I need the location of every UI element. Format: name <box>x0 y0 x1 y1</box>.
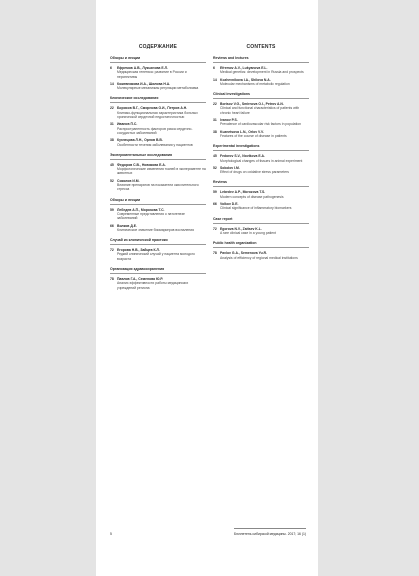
toc-entry[interactable] <box>110 208 206 221</box>
column-heading-ru: СОДЕРЖАНИЕ <box>138 44 178 50</box>
page-number: 5 <box>110 532 112 536</box>
section-title: Клинические исследования <box>110 96 206 103</box>
entry-authors: Egorova N.V., Zaitsev K.L. <box>220 226 262 231</box>
section-title: Public health organization <box>213 241 309 248</box>
entry-title: Features of the course of disease in patients <box>220 133 287 138</box>
entry-page-number: 31 <box>213 118 217 123</box>
entry-title: Analysis of efficiency of regional medical institutions <box>220 255 298 260</box>
entry-page-number: 59 <box>213 190 217 195</box>
entry-title: Морфологические изменения тканей в эксперименте на животных <box>117 167 206 176</box>
entry-authors: Иванов П.С. <box>117 122 138 127</box>
section-title: Reviews and lectures <box>213 56 309 63</box>
entry-authors: Егорова Н.В., Зайцев К.Л. <box>117 248 160 253</box>
entry-authors: Лебедев А.П., Морозова Т.С. <box>117 207 165 212</box>
entry-title: Особенности течения заболевания у пациентов <box>117 142 193 147</box>
toc-section <box>213 92 309 138</box>
entry-text <box>117 163 206 176</box>
toc-entry[interactable] <box>213 66 309 75</box>
entry-text <box>117 122 206 135</box>
entry-authors: Ivanov P.S. <box>220 118 238 123</box>
toc-entry[interactable] <box>213 130 309 139</box>
toc-entry[interactable] <box>110 82 206 91</box>
footer-text: Бюллетень сибирской медицины. 2017; 16 (1) <box>234 532 306 536</box>
entry-text <box>117 66 206 79</box>
entry-text <box>220 154 309 163</box>
entry-title: Effect of drugs on oxidative stress parameters <box>220 170 289 175</box>
entry-page-number: 72 <box>110 248 114 253</box>
entry-text <box>117 179 206 192</box>
entry-authors: Fedorov S.V., Novikova E.A. <box>220 154 265 159</box>
entry-authors: Lebedev A.P., Morozova T.S. <box>220 190 266 195</box>
contents-column-ru <box>110 44 206 293</box>
entry-page-number: 14 <box>213 77 217 82</box>
entry-title: A rare clinical case in a young patient <box>220 230 276 235</box>
entry-page-number: 22 <box>213 102 217 107</box>
section-title: Организация здравоохранения <box>110 267 206 274</box>
toc-section <box>110 153 206 192</box>
entry-authors: Sokolov I.M. <box>220 165 240 170</box>
entry-text <box>220 227 309 236</box>
section-title: Reviews <box>213 180 309 187</box>
toc-entry[interactable] <box>213 102 309 115</box>
entry-title: Клинико-функциональная характеристика больных хронической сердечной недостаточностью <box>117 110 198 120</box>
entry-authors: Kozhevnikova I.A., Shilova N.A. <box>220 77 271 82</box>
section-title: Experimental investigations <box>213 144 309 151</box>
entry-text <box>117 248 206 261</box>
entry-text <box>220 66 309 75</box>
toc-section <box>213 180 309 210</box>
toc-section <box>213 217 309 236</box>
section-title: Случай из клинической практики <box>110 238 206 245</box>
entry-authors: Павлов Г.А., Семенова Ю.Р. <box>117 277 164 282</box>
entry-authors: Борисов В.Г., Смирнова О.И., Петров А.Н. <box>117 106 188 111</box>
entry-page-number: 45 <box>213 154 217 159</box>
entry-title: Prevalence of cardiovascular risk factors in population <box>220 122 302 127</box>
toc-entry[interactable] <box>110 122 206 135</box>
toc-entry[interactable] <box>110 163 206 176</box>
entry-title: Влияние препаратов на показатели окислительного стресса <box>117 183 199 192</box>
entry-page-number: 38 <box>110 138 114 143</box>
entry-text <box>117 106 206 119</box>
entry-text <box>220 251 309 260</box>
toc-entry[interactable] <box>110 179 206 192</box>
entry-title: Анализ эффективности работы медицинских учреждений региона <box>117 281 189 290</box>
entry-page-number: 14 <box>110 81 114 86</box>
entry-authors: Федоров С.В., Новикова Е.А. <box>117 162 166 167</box>
toc-entry[interactable] <box>213 202 309 211</box>
entry-text <box>117 224 206 233</box>
entry-title: Медицинская генетика: развитие в России и перспективы <box>117 70 187 79</box>
section-title: Обзоры и лекции <box>110 56 206 63</box>
entry-text <box>220 202 309 211</box>
entry-page-number: 52 <box>110 178 114 183</box>
toc-entry[interactable] <box>110 248 206 261</box>
entry-title: Modern concepts of disease pathogenesis <box>220 194 284 199</box>
entry-authors: Volkov D.E. <box>220 202 239 207</box>
toc-section <box>213 241 309 260</box>
entry-authors: Kuznetsova L.N., Orlov V.V. <box>220 129 264 134</box>
entry-page-number: 78 <box>110 277 114 282</box>
entry-authors: Pavlov G.A., Semenova Yu.R. <box>220 251 268 256</box>
entry-authors: Соколов И.М. <box>117 178 140 183</box>
entry-text <box>220 102 309 115</box>
toc-section <box>110 238 206 261</box>
entry-text <box>117 208 206 221</box>
entry-page-number: 66 <box>110 223 114 228</box>
entry-authors: Borisov V.G., Smirnova O.I., Petrov A.N. <box>220 102 284 107</box>
toc-section <box>213 56 309 86</box>
entry-authors: Efremov A.V., Lukyanova E.L. <box>220 66 268 70</box>
toc-entry[interactable] <box>110 66 206 79</box>
toc-section <box>213 144 309 174</box>
section-title: Обзоры и лекции <box>110 198 206 205</box>
toc-entry[interactable] <box>213 78 309 87</box>
entry-text <box>220 78 309 87</box>
entry-title: Распространенность факторов риска сердечно-сосудистых заболеваний <box>117 126 193 135</box>
section-title: Clinical investigations <box>213 92 309 99</box>
toc-section <box>110 267 206 290</box>
toc-entry[interactable] <box>110 106 206 119</box>
entry-title: Clinical significance of inflammatory biomarkers <box>220 206 292 211</box>
entry-page-number: 45 <box>110 162 114 167</box>
entry-text <box>117 138 206 147</box>
entry-page-number: 78 <box>213 251 217 256</box>
entry-text <box>220 118 309 127</box>
entry-title: Молекулярные механизмы регуляции метаболизма <box>117 86 199 91</box>
entry-text <box>117 82 206 91</box>
entry-page-number: 59 <box>110 207 114 212</box>
toc-entry[interactable] <box>213 154 309 163</box>
entry-page-number: 72 <box>213 226 217 231</box>
entry-title: Редкий клинический случай у пациента молодого возраста <box>117 252 195 261</box>
sections-en <box>213 56 309 260</box>
journal-page <box>96 0 318 576</box>
entry-text <box>220 166 309 175</box>
toc-section <box>110 56 206 90</box>
entry-title: Клиническое значение биомаркеров воспаления <box>117 227 194 232</box>
contents-column-en <box>213 44 309 263</box>
column-heading-en: CONTENTS <box>246 44 276 50</box>
entry-page-number: 66 <box>213 202 217 207</box>
entry-title: Morphological changes of tissues in animal experiment <box>220 158 303 163</box>
entry-text <box>117 277 206 290</box>
section-title: Экспериментальные исследования <box>110 153 206 160</box>
toc-entry[interactable] <box>213 190 309 199</box>
entry-title: Современные представления о патогенезе заболеваний <box>117 211 185 221</box>
entry-text <box>220 190 309 199</box>
entry-text <box>220 130 309 139</box>
toc-entry[interactable] <box>110 138 206 147</box>
section-title: Case report <box>213 217 309 224</box>
toc-entry[interactable] <box>213 227 309 236</box>
toc-entry[interactable] <box>213 251 309 260</box>
toc-section <box>110 198 206 232</box>
entry-page-number: 6 <box>110 66 112 70</box>
entry-title: Medical genetics: development in Russia and prospects <box>220 70 304 75</box>
page-footer <box>110 532 306 536</box>
entry-page-number: 6 <box>213 66 215 70</box>
entry-title: Clinical and functional characteristics of patients with chronic heart failure <box>220 106 300 115</box>
entry-authors: Волков Д.Е. <box>117 223 137 228</box>
entry-authors: Ефремов А.В., Лукьянова Е.Л. <box>117 66 168 70</box>
toc-entry[interactable] <box>110 224 206 233</box>
toc-entry[interactable] <box>213 118 309 127</box>
entry-authors: Кожевникова И.А., Шилова Н.А. <box>117 81 171 86</box>
toc-entry[interactable] <box>110 277 206 290</box>
entry-authors: Кузнецова Л.Н., Орлов В.В. <box>117 138 163 143</box>
entry-title: Molecular mechanisms of metabolic regulation <box>220 81 290 86</box>
entry-page-number: 38 <box>213 129 217 134</box>
entry-page-number: 22 <box>110 106 114 111</box>
sections-ru <box>110 56 206 290</box>
entry-page-number: 52 <box>213 165 217 170</box>
entry-page-number: 31 <box>110 122 114 127</box>
toc-section <box>110 96 206 146</box>
toc-entry[interactable] <box>213 166 309 175</box>
